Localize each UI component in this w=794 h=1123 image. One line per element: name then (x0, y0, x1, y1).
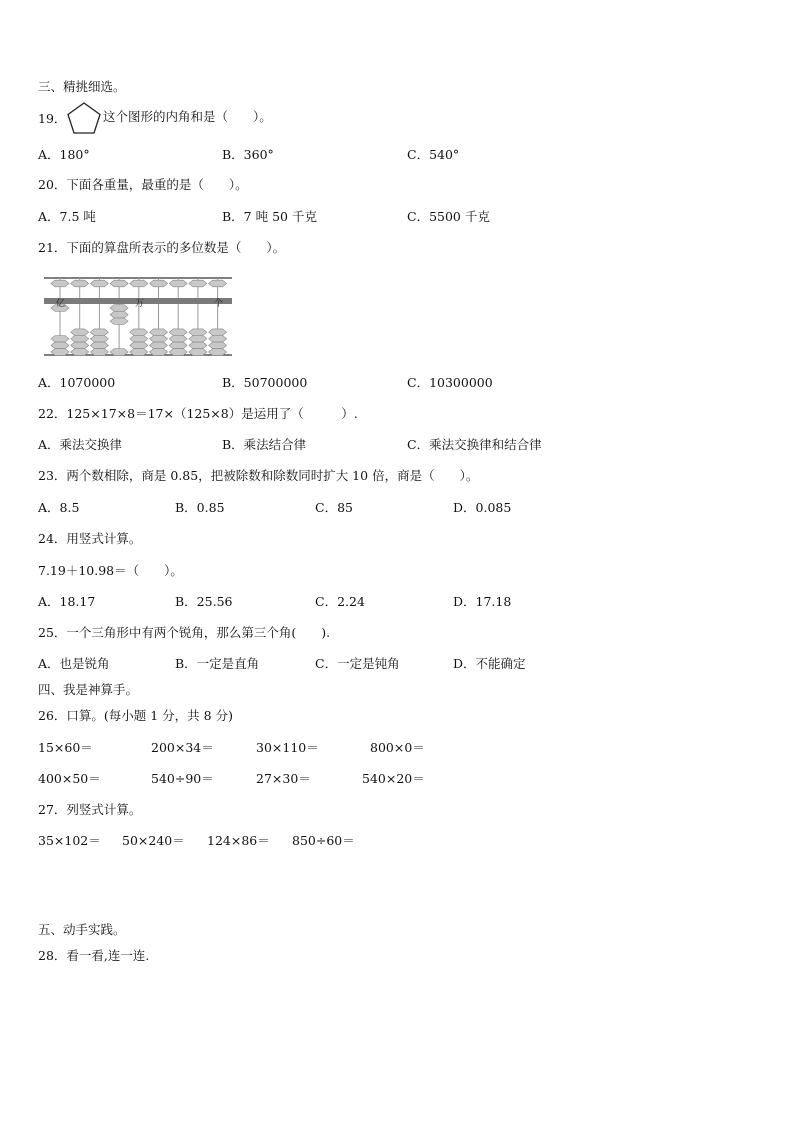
abacus-lower-bead (150, 342, 168, 349)
abacus-lower-bead (189, 342, 207, 349)
q21-option-c: C．10300000 (407, 375, 493, 390)
q27-item-3: 124×86＝ (207, 833, 270, 848)
q19-option-a: A．180° (38, 147, 90, 162)
abacus-upper-bead (209, 280, 227, 287)
abacus-lower-bead (110, 349, 128, 356)
abacus-lower-bead (150, 349, 168, 356)
abacus-lower-bead (169, 329, 187, 336)
abacus-lower-bead (71, 336, 89, 343)
q23-option-b: B．0.85 (175, 500, 225, 515)
abacus-lower-bead (51, 342, 69, 349)
q25-stem: 25．一个三角形中有两个锐角，那么第三个角( ). (38, 625, 331, 640)
abacus-lower-bead (110, 305, 128, 312)
abacus-lower-bead (169, 336, 187, 343)
abacus-lower-bead (150, 329, 168, 336)
section-4-title: 四、我是神算手。 (38, 682, 139, 697)
abacus-lower-bead (71, 329, 89, 336)
q21-option-b: B．50700000 (222, 375, 308, 390)
q23-option-d: D．0.085 (453, 500, 512, 515)
abacus-lower-bead (71, 342, 89, 349)
q22-option-c: C．乘法交换律和结合律 (407, 437, 542, 452)
abacus-lower-bead (209, 329, 227, 336)
abacus-lower-bead (209, 336, 227, 343)
abacus-label-wan: 万 (135, 299, 145, 309)
q25-option-d: D．不能确定 (453, 656, 526, 671)
q24-option-b: B．25.56 (175, 594, 233, 609)
abacus-label-ge: 个 (214, 299, 224, 309)
abacus-lower-bead (90, 336, 108, 343)
abacus-lower-bead (189, 349, 207, 356)
q20-stem: 20．下面各重量，最重的是（ ）。 (38, 177, 248, 192)
abacus-lower-bead (71, 349, 89, 356)
abacus-upper-bead (110, 280, 128, 287)
abacus-upper-bead (189, 280, 207, 287)
q26-item-6: 540÷90＝ (151, 771, 214, 786)
q25-option-a: A．也是锐角 (38, 656, 110, 671)
abacus-lower-bead (130, 342, 148, 349)
q26-item-5: 400×50＝ (38, 771, 101, 786)
q21-stem: 21．下面的算盘所表示的多位数是（ ）。 (38, 240, 286, 255)
q25-option-c: C．一定是钝角 (315, 656, 400, 671)
abacus-lower-bead (90, 342, 108, 349)
abacus-lower-bead (209, 342, 227, 349)
abacus-label-yi: 亿 (56, 299, 66, 309)
q26-item-2: 200×34＝ (151, 740, 214, 755)
abacus-upper-bead (169, 280, 187, 287)
abacus-lower-bead (110, 311, 128, 318)
q19-stem: 这个图形的内角和是（ ）。 (103, 109, 272, 124)
q28-stem: 28．看一看,连一连. (38, 948, 150, 963)
q22-stem: 22．125×17×8＝17×（125×8）是运用了（ ）. (38, 406, 358, 421)
q24-option-d: D．17.18 (453, 594, 512, 609)
abacus-lower-bead (169, 349, 187, 356)
q20-option-b: B．7 吨 50 千克 (222, 209, 317, 224)
abacus-upper-bead (71, 280, 89, 287)
q19-option-c: C．540° (407, 147, 460, 162)
section-3-title: 三、精挑细选。 (38, 79, 126, 94)
abacus-lower-bead (90, 329, 108, 336)
pentagon-figure (66, 101, 102, 135)
abacus-figure (44, 276, 234, 358)
abacus-lower-bead (169, 342, 187, 349)
abacus-upper-bead (150, 280, 168, 287)
q24-option-c: C．2.24 (315, 594, 365, 609)
q26-item-4: 800×0＝ (370, 740, 425, 755)
abacus-lower-bead (209, 349, 227, 356)
q22-option-a: A．乘法交换律 (38, 437, 123, 452)
q23-option-a: A．8.5 (38, 500, 80, 515)
q24-option-a: A．18.17 (38, 594, 96, 609)
abacus-upper-bead (130, 280, 148, 287)
q27-stem: 27．列竖式计算。 (38, 802, 142, 817)
q25-option-b: B．一定是直角 (175, 656, 260, 671)
q22-option-b: B．乘法结合律 (222, 437, 307, 452)
abacus-upper-bead (90, 280, 108, 287)
abacus-lower-bead (110, 318, 128, 325)
q20-option-a: A．7.5 吨 (38, 209, 96, 224)
q26-item-3: 30×110＝ (256, 740, 319, 755)
abacus-lower-bead (90, 349, 108, 356)
q21-option-a: A．1070000 (38, 375, 116, 390)
abacus-lower-bead (130, 349, 148, 356)
abacus-lower-bead (130, 336, 148, 343)
abacus-lower-bead (150, 336, 168, 343)
q26-item-7: 27×30＝ (256, 771, 311, 786)
abacus-lower-bead (130, 329, 148, 336)
q20-option-c: C．5500 千克 (407, 209, 490, 224)
q19-number: 19． (38, 111, 67, 126)
abacus-lower-bead (189, 329, 207, 336)
abacus-lower-bead (51, 336, 69, 343)
q27-item-4: 850÷60＝ (292, 833, 355, 848)
q26-item-1: 15×60＝ (38, 740, 93, 755)
q27-item-2: 50×240＝ (122, 833, 185, 848)
abacus-upper-bead (51, 280, 69, 287)
q23-option-c: C．85 (315, 500, 353, 515)
q26-stem: 26．口算。(每小题 1 分，共 8 分) (38, 708, 233, 723)
q23-stem: 23．两个数相除，商是 0.85，把被除数和除数同时扩大 10 倍，商是（ ）。 (38, 468, 479, 483)
q26-item-8: 540×20＝ (362, 771, 425, 786)
abacus-lower-bead (189, 336, 207, 343)
q24-stem: 24．用竖式计算。 (38, 531, 142, 546)
q24-expression: 7.19＋10.98＝（ ）。 (38, 563, 183, 578)
q19-option-b: B．360° (222, 147, 274, 162)
abacus-lower-bead (51, 349, 69, 356)
q27-item-1: 35×102＝ (38, 833, 101, 848)
section-5-title: 五、动手实践。 (38, 922, 126, 937)
